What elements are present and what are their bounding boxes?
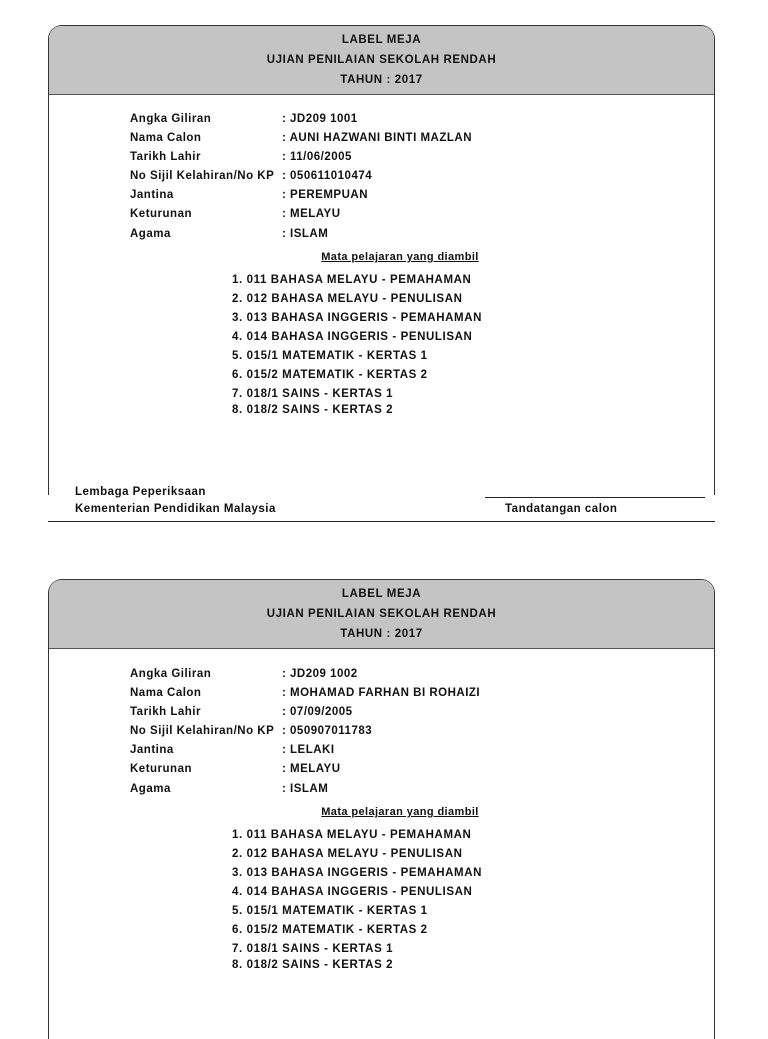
subjects-title: Mata pelajaran yang diambil (321, 251, 479, 263)
desk-label-2 (48, 579, 715, 1039)
header-year: TAHUN : 2017 (340, 74, 423, 86)
field-row (130, 151, 352, 163)
signature-line (485, 497, 705, 498)
field-key: Tarikh Lahir (130, 706, 201, 718)
field-value: : 11/06/2005 (282, 151, 352, 163)
header-title: LABEL MEJA (341, 588, 422, 600)
field-value: : ISLAM (282, 228, 329, 240)
footer-org-line1: Lembaga Peperiksaan (75, 486, 206, 498)
field-key: Nama Calon (130, 687, 202, 699)
field-key: Agama (130, 783, 171, 795)
field-value: : MELAYU (282, 208, 341, 220)
field-key: Angka Giliran (130, 113, 212, 125)
field-key: Jantina (130, 189, 174, 201)
header-title: LABEL MEJA (341, 34, 422, 46)
field-row (130, 668, 358, 680)
header-exam-name: UJIAN PENILAIAN SEKOLAH RENDAH (266, 608, 497, 620)
field-value: : JD209 1002 (282, 668, 358, 680)
field-value: : JD209 1001 (282, 113, 358, 125)
subject-item: 7. 018/1 SAINS - KERTAS 1 (232, 943, 394, 955)
field-key: No Sijil Kelahiran/No KP (130, 170, 275, 182)
field-row (130, 170, 372, 182)
field-row (130, 208, 341, 220)
subject-item: 8. 018/2 SAINS - KERTAS 2 (232, 404, 394, 416)
field-key: Keturunan (130, 763, 192, 775)
field-row (130, 783, 328, 795)
subjects-title: Mata pelajaran yang diambil (321, 806, 479, 818)
field-value: : 050611010474 (282, 170, 373, 182)
subject-item: 8. 018/2 SAINS - KERTAS 2 (232, 959, 394, 971)
separator-line (48, 521, 715, 522)
field-value: : MELAYU (282, 763, 341, 775)
desk-label-1 (48, 25, 715, 495)
field-value: : AUNI HAZWANI BINTI MAZLAN (282, 132, 473, 144)
subject-item: 5. 015/1 MATEMATIK - KERTAS 1 (232, 350, 428, 362)
field-row (130, 763, 341, 775)
field-row (130, 132, 472, 144)
field-row (130, 687, 480, 699)
subject-item: 3. 013 BAHASA INGGERIS - PEMAHAMAN (232, 312, 483, 324)
subject-item: 2. 012 BAHASA MELAYU - PENULISAN (232, 293, 463, 305)
field-row (130, 189, 368, 201)
subject-item: 4. 014 BAHASA INGGERIS - PENULISAN (232, 886, 473, 898)
footer-org-line2: Kementerian Pendidikan Malaysia (75, 503, 276, 515)
subject-item: 2. 012 BAHASA MELAYU - PENULISAN (232, 848, 463, 860)
label-header (49, 580, 714, 649)
signature-label: Tandatangan calon (505, 503, 618, 515)
header-year: TAHUN : 2017 (340, 628, 423, 640)
subject-item: 1. 011 BAHASA MELAYU - PEMAHAMAN (232, 829, 472, 841)
subject-item: 4. 014 BAHASA INGGERIS - PENULISAN (232, 331, 473, 343)
field-key: Jantina (130, 744, 174, 756)
field-key: No Sijil Kelahiran/No KP (130, 725, 275, 737)
field-key: Angka Giliran (130, 668, 212, 680)
subject-item: 6. 015/2 MATEMATIK - KERTAS 2 (232, 924, 428, 936)
header-exam-name: UJIAN PENILAIAN SEKOLAH RENDAH (266, 54, 497, 66)
subject-item: 1. 011 BAHASA MELAYU - PEMAHAMAN (232, 274, 472, 286)
field-value: : MOHAMAD FARHAN BI ROHAIZI (282, 687, 481, 699)
field-value: : 07/09/2005 (282, 706, 353, 718)
field-row (130, 725, 372, 737)
field-row (130, 706, 353, 718)
field-row (130, 744, 335, 756)
field-row (130, 228, 328, 240)
field-value: : ISLAM (282, 783, 329, 795)
label-header (49, 26, 714, 95)
field-value: : PEREMPUAN (282, 189, 369, 201)
subject-item: 5. 015/1 MATEMATIK - KERTAS 1 (232, 905, 428, 917)
field-row (130, 113, 358, 125)
field-value: : 050907011783 (282, 725, 373, 737)
field-key: Tarikh Lahir (130, 151, 201, 163)
field-key: Keturunan (130, 208, 192, 220)
field-key: Agama (130, 228, 171, 240)
subject-item: 6. 015/2 MATEMATIK - KERTAS 2 (232, 369, 428, 381)
field-value: : LELAKI (282, 744, 335, 756)
subject-item: 7. 018/1 SAINS - KERTAS 1 (232, 388, 394, 400)
subject-item: 3. 013 BAHASA INGGERIS - PEMAHAMAN (232, 867, 483, 879)
field-key: Nama Calon (130, 132, 202, 144)
